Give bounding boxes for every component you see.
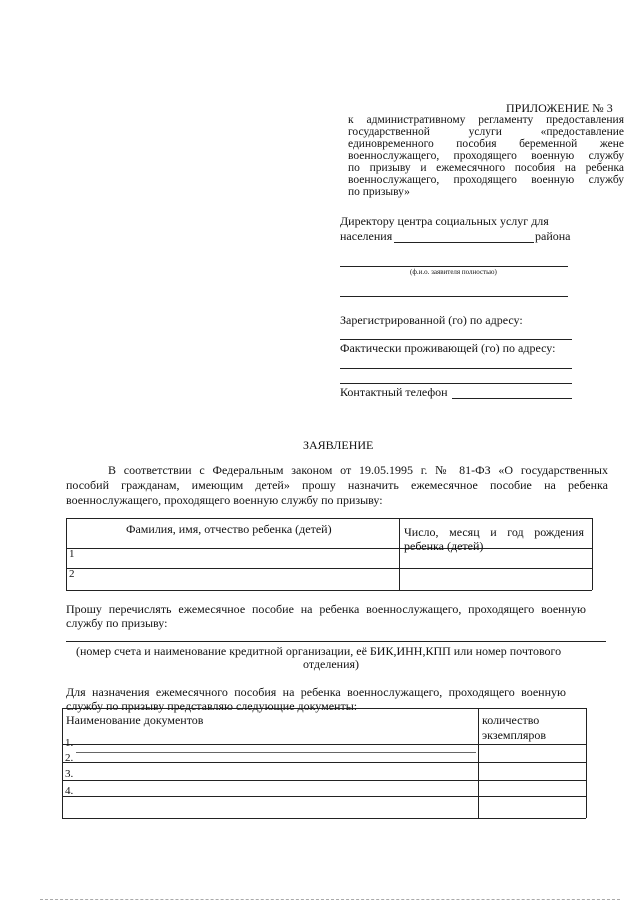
documents-row-number: 2. bbox=[65, 752, 74, 764]
registered-address-line[interactable] bbox=[340, 339, 572, 340]
children-row-number: 2 bbox=[69, 568, 75, 580]
documents-header-count-2: экземпляров bbox=[482, 728, 547, 742]
children-header-date-2: ребенка (детей) bbox=[404, 539, 484, 553]
addressee-line-2-suffix: района bbox=[535, 229, 571, 243]
documents-row-cell[interactable] bbox=[78, 798, 476, 816]
registered-address-label: Зарегистрированной (го) по адресу: bbox=[340, 313, 523, 327]
children-row-cell[interactable] bbox=[402, 570, 588, 588]
appendix-line: по призыву и ежемесячного пособия на ребенка bbox=[348, 162, 624, 174]
appendix-line: военнослужащего, проходящего военную службу bbox=[348, 150, 624, 162]
documents-row-number: 3. bbox=[65, 768, 74, 780]
fio-field-line[interactable] bbox=[340, 266, 568, 267]
statement-paragraph-line: военнослужащего, проходящего военную службу по призыву: bbox=[66, 493, 383, 507]
children-row-cell[interactable] bbox=[402, 550, 588, 566]
actual-address-label: Фактически проживающей (го) по адресу: bbox=[340, 341, 556, 355]
documents-line: Для назначения ежемесячного пособия на ребенка военнослужащего, проходящего военную bbox=[66, 685, 566, 699]
children-row-cell[interactable] bbox=[80, 550, 398, 566]
documents-header-name: Наименование документов bbox=[66, 713, 204, 727]
appendix-title: ПРИЛОЖЕНИЕ № 3 bbox=[506, 101, 613, 115]
documents-count-cell[interactable] bbox=[480, 746, 584, 816]
children-header-name: Фамилия, имя, отчество ребенка (детей) bbox=[126, 522, 332, 536]
district-field-line[interactable] bbox=[394, 242, 534, 243]
payment-field-line[interactable] bbox=[66, 641, 606, 642]
phone-field-line[interactable] bbox=[452, 398, 572, 399]
documents-line: службу по призыву представляю следующие документы: bbox=[66, 699, 358, 713]
documents-row-number: 4. bbox=[65, 785, 74, 797]
documents-table bbox=[62, 708, 586, 818]
appendix-line: по призыву» bbox=[348, 186, 410, 198]
appendix-line: военнослужащего, проходящего военную службу bbox=[348, 174, 624, 186]
appendix-line: к административному регламенту предоставления bbox=[348, 114, 624, 126]
children-table bbox=[66, 518, 592, 590]
payment-caption: (номер счета и наименование кредитной организации, её БИК,ИНН,КПП или номер почтового bbox=[76, 644, 562, 658]
documents-row-cell[interactable] bbox=[78, 764, 476, 778]
addressee-line-1: Директору центра социальных услуг для bbox=[340, 214, 549, 228]
appendix-line: единовременного пособия беременной жене bbox=[348, 138, 624, 150]
documents-header-count: количество bbox=[482, 713, 540, 727]
actual-address-line-2[interactable] bbox=[340, 383, 572, 384]
children-row-number: 1 bbox=[69, 548, 75, 560]
statement-title: ЗАЯВЛЕНИЕ bbox=[303, 438, 374, 452]
scan-artifact bbox=[40, 899, 620, 900]
payment-line: Прошу перечислять ежемесячное пособие на ребенка военнослужащего, проходящего военную bbox=[66, 602, 586, 616]
appendix-line: государственной услуги «предоставление bbox=[348, 126, 624, 138]
documents-row-number: 1. bbox=[65, 737, 74, 749]
documents-row-cell[interactable] bbox=[78, 782, 476, 794]
payment-line: службу по призыву: bbox=[66, 616, 168, 630]
children-header-date: Число, месяц и год рождения bbox=[404, 525, 584, 539]
statement-paragraph-line: пособий гражданам, имеющим детей» прошу назначить ежемесячное пособие на ребенка bbox=[66, 478, 608, 492]
addressee-line-2-prefix: населения bbox=[340, 229, 393, 243]
payment-caption-2: отделения) bbox=[303, 657, 360, 671]
statement-paragraph-line: В соответствии с Федеральным законом от 19.05.1995 г. № 81-ФЗ «О государственных bbox=[108, 463, 608, 477]
children-row-cell[interactable] bbox=[80, 570, 398, 588]
documents-row-cell[interactable] bbox=[78, 746, 476, 760]
fio-field-line-2[interactable] bbox=[340, 296, 568, 297]
fio-caption: (ф.и.о. заявителя полностью) bbox=[410, 268, 497, 276]
phone-label: Контактный телефон bbox=[340, 385, 448, 399]
actual-address-line-1[interactable] bbox=[340, 368, 572, 369]
